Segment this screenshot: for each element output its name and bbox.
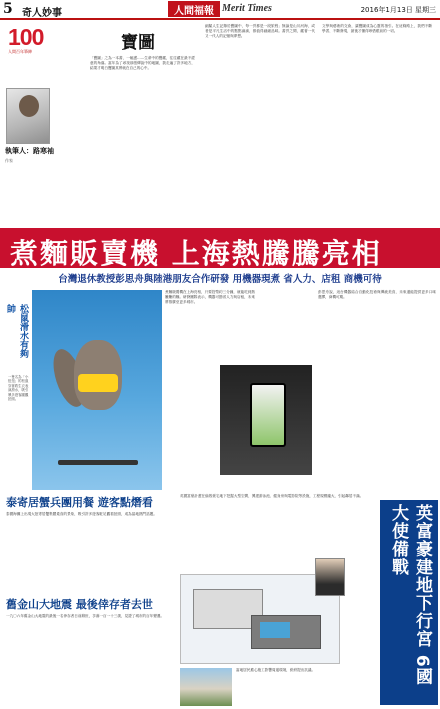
vertical-headline: 英富豪建地下行宮 6國大使備戰 — [380, 500, 438, 705]
masthead — [0, 0, 440, 20]
author-name: 執筆人：路寒袖 — [5, 147, 54, 155]
underground-pool — [251, 615, 321, 649]
issue-date: 2016年1月13日 星期三 — [360, 6, 436, 14]
water-ski — [58, 460, 138, 465]
vending-machine-photo — [220, 365, 312, 475]
article-body-col1: 「寶圖」之為一本書，一幅畫……生命中的寶藏，往往藏在最不經意的角落。當年為了尋找那張傳說中的地圖，我走遍了許多地方，結果才明白寶圖其實就在自己的心中。 — [90, 56, 195, 70]
author-photo — [6, 88, 50, 144]
section-title: 奇人妙事 — [22, 8, 62, 19]
house-photo — [180, 668, 232, 706]
article-body-col2: 細膩人生記錄於寶圖中，每一頁都是一段旅程；無論是山川河海，或者是平凡生活中的點點滴滴，都值得細細品味。書頁之間，藏著一代又一代人的記憶與夢想。 — [205, 24, 315, 38]
newspaper-logo-en: Merit Times — [222, 3, 272, 14]
column-title: 寶圖 — [121, 33, 155, 53]
banner-headline: 煮麵販賣機 上海熱騰騰亮相 — [10, 237, 382, 270]
banner — [0, 228, 440, 268]
crab-headline: 泰寄居蟹兵團用餐 遊客點熸看 — [6, 496, 153, 509]
feature-body: 煮麵販賣機在上海亮相，只要投幣約三分鐘，就能吃到熱騰騰的麵。研發團隊表示，機器可節省人力與店租，未來將推廣至更多城市。 — [165, 290, 255, 304]
column-tag: 人間百年筆陣 — [8, 49, 32, 54]
mansion-body-2: 當地居民擔心施工影響周邊環境，紛紛提出抗議。 — [236, 668, 316, 672]
column-number: 100 — [8, 24, 44, 50]
life-vest — [78, 374, 118, 392]
newspaper-logo: 人間福報 — [168, 1, 220, 17]
squirrel-title: 松鼠滑水有夠帥 — [5, 304, 28, 358]
squirrel-photo — [32, 290, 162, 490]
page-number: 5 — [3, 1, 13, 17]
earthquake-headline: 舊金山大地震 最後倖存者去世 — [6, 598, 153, 611]
column-logo — [8, 24, 66, 56]
article-body-col3: 文學與藝術的交會，讓寶圖成為心靈的指引。在這條路上，我們不斷學習、不斷發現，最後才懂得珍惜眼前的一切。 — [322, 24, 432, 33]
phone-screen — [250, 383, 286, 447]
banner-subheadline: 台灣退休教授彭思舟與陸港朋友合作研發 用機器現煮 省人力、店租 商機可待 — [58, 274, 382, 285]
mansion-body: 英國富豪計畫在倫敦豪宅地下挖掘大型空間，興建游泳池、健身房與電影院等設施，工程規模龐大，引起鄰居不滿。 — [180, 494, 364, 498]
crab-body: 泰國海灘上出現大批寄居蟹集體覓食的景象，吸引許多遊客駐足觀看拍照，成為當地熱門話題。 — [6, 512, 157, 516]
author-role: 作家 — [5, 158, 13, 163]
tycoon-photo — [315, 558, 345, 596]
earthquake-body: 一九〇六年舊金山大地震的最後一名倖存者日前辭世，享壽一百一十三歲，見證了城市的百年變遷。 — [6, 614, 165, 618]
squirrel-caption: 一隻名為「小扭扭」的松鼠穿著救生衣表演滑水，吸引眾多遊客圍觀拍照。 — [8, 375, 29, 402]
feature-right-body: 彭思舟說，這台機器結合自動化技術與傳統美食，未來還能提供更多口味選擇，商機可期。 — [318, 290, 436, 299]
